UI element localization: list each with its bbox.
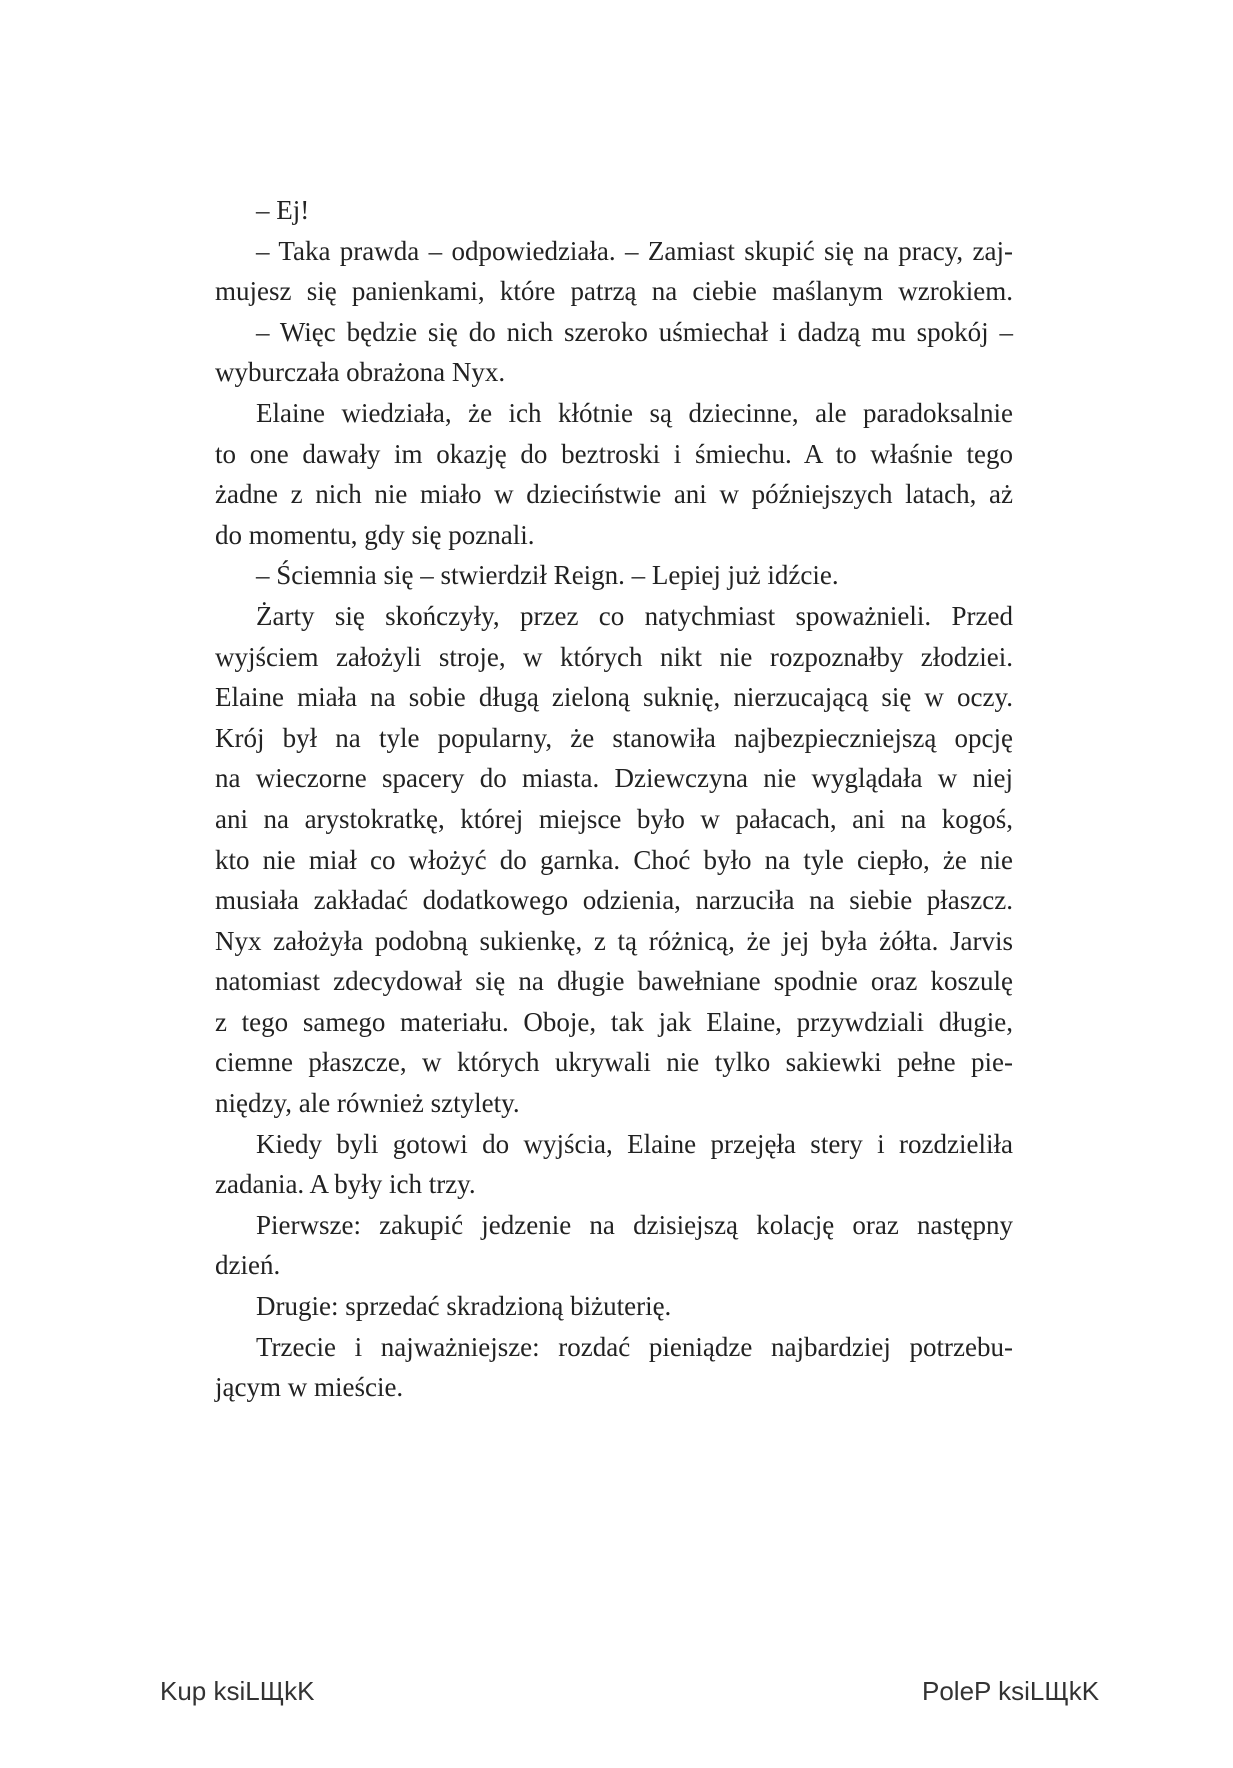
text-line: zadania. A były ich trzy. bbox=[215, 1169, 476, 1200]
text-line: – Ściemnia się – stwierdził Reign. – Lepiej już idźcie. bbox=[256, 560, 839, 591]
text-line: Elaine miała na sobie długą zieloną suknię, nierzucającą się w oczy. bbox=[215, 682, 1013, 713]
text-line: ciemne płaszcze, w których ukrywali nie tylko sakiewki pełne pie- bbox=[215, 1047, 1013, 1078]
text-line: Drugie: sprzedać skradzioną biżuterię. bbox=[256, 1291, 672, 1322]
text-line: Pierwsze: zakupić jedzenie na dzisiejszą kolację oraz następny bbox=[256, 1209, 1013, 1240]
text-line: jącym w mieście. bbox=[215, 1372, 404, 1403]
text-line: wyjściem założyli stroje, w których nikt nie rozpoznałby złodziei. bbox=[215, 641, 1013, 672]
text-line: wyburczała obrażona Nyx. bbox=[215, 357, 506, 388]
text-line: do momentu, gdy się poznali. bbox=[215, 519, 535, 550]
text-line: mujesz się panienkami, które patrzą na ciebie maślanym wzrokiem. bbox=[215, 276, 1013, 307]
text-line: ani na arystokratkę, której miejsce było w pałacach, ani na kogoś, bbox=[215, 803, 1013, 834]
text-line: żadne z nich nie miało w dzieciństwie ani w późniejszych latach, aż bbox=[215, 479, 1013, 510]
text-line: Trzecie i najważniejsze: rozdać pieniądze najbardziej potrzebu- bbox=[256, 1331, 1013, 1362]
text-line: Elaine wiedziała, że ich kłótnie są dziecinne, ale paradoksalnie bbox=[256, 397, 1013, 428]
text-line: Kiedy byli gotowi do wyjścia, Elaine przejęła stery i rozdzieliła bbox=[256, 1128, 1013, 1159]
text-line: – Taka prawda – odpowiedziała. – Zamiast skupić się na pracy, zaj- bbox=[256, 235, 1013, 266]
text-line: Krój był na tyle popularny, że stanowiła najbezpieczniejszą opcję bbox=[215, 722, 1013, 753]
text-line: musiała zakładać dodatkowego odzienia, narzuciła na siebie płaszcz. bbox=[215, 885, 1013, 916]
footer-buy-book-link[interactable]: Kup ksiLЩkK bbox=[160, 1676, 315, 1706]
footer-recommend-book-link[interactable]: PoleP ksiLЩkK bbox=[922, 1676, 1100, 1706]
text-line: Żarty się skończyły, przez co natychmiast spoważnieli. Przed bbox=[256, 600, 1013, 631]
text-line: na wieczorne spacery do miasta. Dziewczyna nie wyglądała w niej bbox=[215, 763, 1013, 794]
text-line: z tego samego materiału. Oboje, tak jak Elaine, przywdziali długie, bbox=[215, 1006, 1013, 1037]
text-line: – Więc będzie się do nich szeroko uśmiechał i dadzą mu spokój – bbox=[256, 316, 1013, 347]
text-line: natomiast zdecydował się na długie bawełniane spodnie oraz koszulę bbox=[215, 966, 1013, 997]
body-text bbox=[215, 190, 1013, 1408]
text-line: – Ej! bbox=[256, 195, 310, 225]
text-line: kto nie miał co włożyć do garnka. Choć było na tyle ciepło, że nie bbox=[215, 844, 1013, 875]
text-line: niędzy, ale również sztylety. bbox=[215, 1088, 520, 1119]
text-line: dzień. bbox=[215, 1250, 281, 1281]
text-line: to one dawały im okazję do beztroski i śmiechu. A to właśnie tego bbox=[215, 438, 1013, 469]
text-line: Nyx założyła podobną sukienkę, z tą różnicą, że jej była żółta. Jarvis bbox=[215, 925, 1013, 956]
